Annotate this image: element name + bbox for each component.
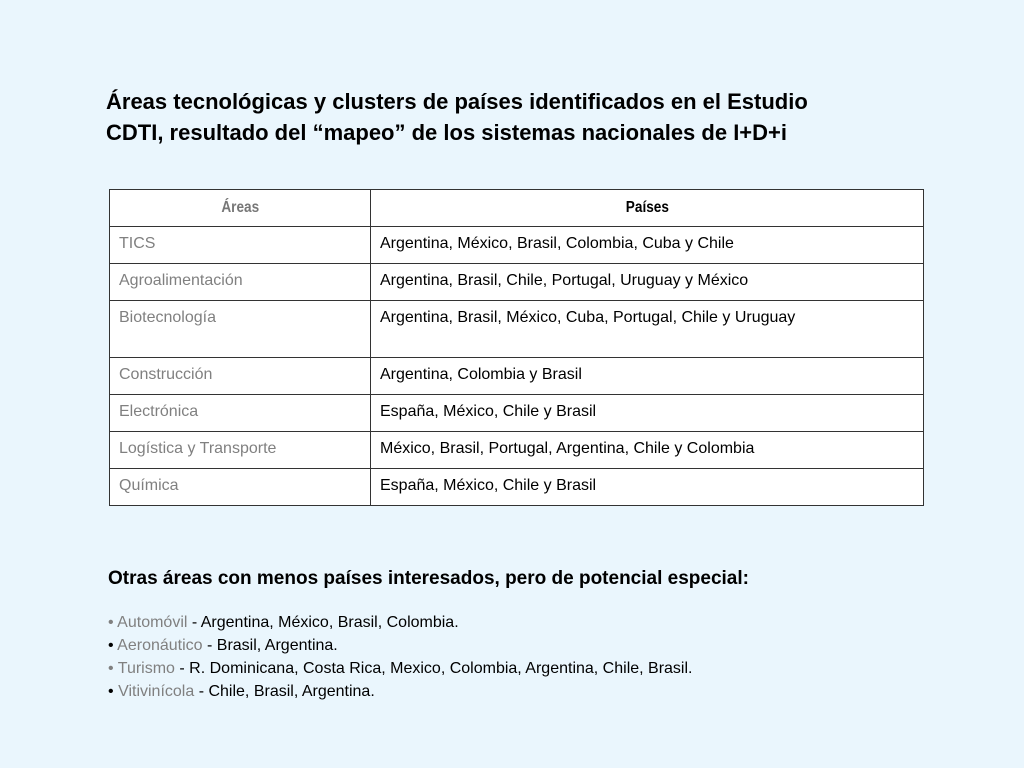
area-cell: Electrónica <box>110 395 371 432</box>
table-row <box>110 227 924 264</box>
countries-cell: Argentina, Colombia y Brasil <box>371 358 924 395</box>
title-line-2: CDTI, resultado del “mapeo” de los sistemas nacionales de I+D+i <box>106 120 788 145</box>
list-item <box>108 657 988 680</box>
area-cell: Biotecnología <box>110 301 371 358</box>
countries-cell: España, México, Chile y Brasil <box>371 395 924 432</box>
countries-cell: Argentina, Brasil, México, Cuba, Portugal, Chile y Uruguay <box>371 301 924 358</box>
list-item <box>108 634 988 657</box>
table-row <box>110 432 924 469</box>
table-row <box>110 301 924 358</box>
other-area-detail: - Chile, Brasil, Argentina. <box>194 683 375 700</box>
area-cell: Agroalimentación <box>110 264 371 301</box>
list-item <box>108 611 988 634</box>
other-area-detail: - Brasil, Argentina. <box>202 637 338 654</box>
other-area-name: Vitivinícola <box>118 683 195 700</box>
bullet: • <box>108 614 114 631</box>
page-title <box>106 86 946 148</box>
other-areas-section <box>108 567 988 703</box>
table-row <box>110 264 924 301</box>
header-countries: Países <box>371 190 924 227</box>
bullet: • <box>108 637 114 654</box>
countries-cell: Argentina, Brasil, Chile, Portugal, Uruguay y México <box>371 264 924 301</box>
area-cell: Construcción <box>110 358 371 395</box>
areas-table <box>109 189 924 506</box>
title-line-1: Áreas tecnológicas y clusters de países identificados en el Estudio <box>106 89 808 114</box>
other-area-name: Automóvil <box>117 614 188 631</box>
other-area-name: Turismo <box>117 660 175 677</box>
area-cell: Logística y Transporte <box>110 432 371 469</box>
other-areas-list <box>108 611 988 703</box>
other-area-detail: - R. Dominicana, Costa Rica, Mexico, Colombia, Argentina, Chile, Brasil. <box>174 660 693 677</box>
other-area-detail: - Argentina, México, Brasil, Colombia. <box>187 614 459 631</box>
list-item <box>108 680 988 703</box>
bullet: • <box>108 683 114 700</box>
area-cell: Química <box>110 469 371 506</box>
bullet: • <box>108 660 114 677</box>
table-header-row <box>110 190 924 227</box>
area-cell: TICS <box>110 227 371 264</box>
countries-cell: México, Brasil, Portugal, Argentina, Chile y Colombia <box>371 432 924 469</box>
table-row <box>110 395 924 432</box>
countries-cell: España, México, Chile y Brasil <box>371 469 924 506</box>
header-areas: Áreas <box>110 190 371 227</box>
table-row <box>110 469 924 506</box>
table-row <box>110 358 924 395</box>
other-areas-heading: Otras áreas con menos países interesados, pero de potencial especial: <box>108 568 749 589</box>
countries-cell: Argentina, México, Brasil, Colombia, Cuba y Chile <box>371 227 924 264</box>
other-area-name: Aeronáutico <box>117 637 203 654</box>
